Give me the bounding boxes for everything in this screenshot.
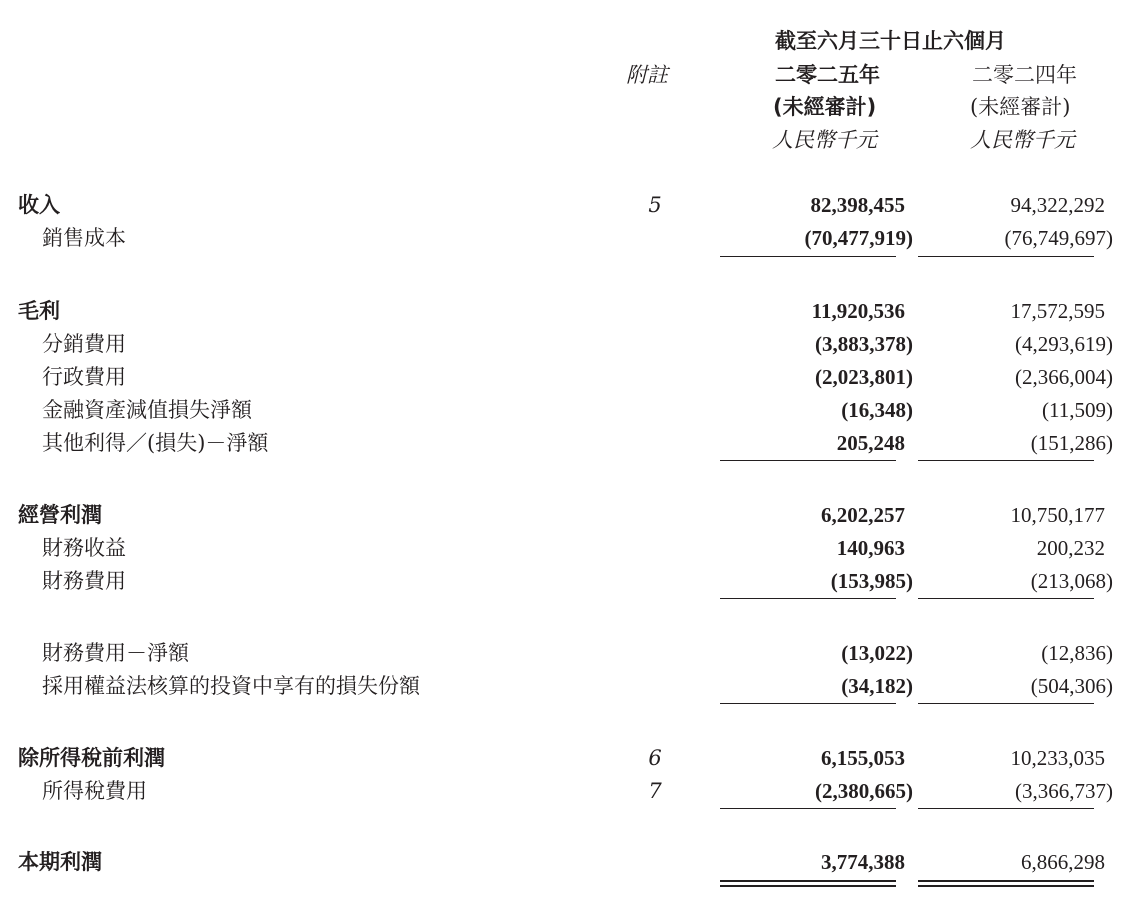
value-2024: (213,068) <box>1030 569 1113 593</box>
table-row <box>0 743 1122 777</box>
row-label: 採用權益法核算的投資中享有的損失份額 <box>42 674 420 698</box>
col-2024-year: 二零二四年 <box>972 63 1077 87</box>
row-note: 6 <box>648 746 662 770</box>
row-label: 金融資產減值損失淨額 <box>42 398 252 422</box>
table-row <box>0 223 1122 257</box>
subtotal-rule-2025 <box>720 703 896 704</box>
subtotal-rule-2025 <box>720 808 896 809</box>
row-label: 其他利得／(損失)－淨額 <box>42 431 269 455</box>
table-row <box>0 533 1122 567</box>
value-2025: 82,398,455 <box>810 193 905 217</box>
row-note: 5 <box>648 193 662 217</box>
row-label: 財務費用 <box>42 569 126 593</box>
row-note: 7 <box>648 779 662 803</box>
value-2025: (153,985) <box>830 569 913 593</box>
row-label: 本期利潤 <box>18 850 102 874</box>
subtotal-rule-2025 <box>720 256 896 257</box>
value-2025: 3,774,388 <box>821 850 905 874</box>
col-2025-year: 二零二五年 <box>775 63 880 87</box>
table-row <box>0 395 1122 429</box>
col-2024-audit: (未經審計) <box>970 95 1071 119</box>
col-2025-unit: 人民幣千元 <box>772 128 877 152</box>
total-double-rule-2025 <box>720 880 896 887</box>
subtotal-rule-2024 <box>918 460 1094 461</box>
value-2025: (34,182) <box>841 674 913 698</box>
table-row <box>0 190 1122 224</box>
col-2024-unit: 人民幣千元 <box>970 128 1075 152</box>
subtotal-rule-2024 <box>918 703 1094 704</box>
subtotal-rule-2024 <box>918 256 1094 257</box>
row-label: 財務費用－淨額 <box>42 641 189 665</box>
value-2024: 17,572,595 <box>1010 299 1105 323</box>
row-label: 分銷費用 <box>42 332 126 356</box>
row-label: 財務收益 <box>42 536 126 560</box>
value-2024: (2,366,004) <box>1015 365 1113 389</box>
row-label: 除所得稅前利潤 <box>18 746 165 770</box>
note-column-header: 附註 <box>626 63 668 87</box>
value-2024: 200,232 <box>1036 536 1105 560</box>
row-label: 所得稅費用 <box>42 779 147 803</box>
table-row <box>0 329 1122 363</box>
value-2024: 10,750,177 <box>1010 503 1105 527</box>
value-2025: 205,248 <box>836 431 905 455</box>
value-2025: (3,883,378) <box>815 332 913 356</box>
value-2025: 11,920,536 <box>811 299 905 323</box>
value-2025: (70,477,919) <box>804 226 913 250</box>
value-2025: (2,380,665) <box>815 779 913 803</box>
value-2024: 10,233,035 <box>1010 746 1105 770</box>
row-label: 行政費用 <box>42 365 126 389</box>
value-2025: (2,023,801) <box>815 365 913 389</box>
value-2024: 94,322,292 <box>1010 193 1105 217</box>
value-2024: (12,836) <box>1041 641 1113 665</box>
value-2024: 6,866,298 <box>1021 850 1105 874</box>
row-label: 銷售成本 <box>42 226 126 250</box>
table-row <box>0 296 1122 330</box>
col-2025-audit: (未經審計) <box>773 95 877 119</box>
table-row <box>0 638 1122 672</box>
value-2025: (16,348) <box>841 398 913 422</box>
period-header: 截至六月三十日止六個月 <box>775 29 1006 53</box>
table-row <box>0 362 1122 396</box>
value-2025: 6,202,257 <box>821 503 905 527</box>
value-2025: (13,022) <box>841 641 913 665</box>
row-label: 經營利潤 <box>18 503 102 527</box>
subtotal-rule-2024 <box>918 598 1094 599</box>
table-row <box>0 500 1122 534</box>
table-row <box>0 847 1122 881</box>
subtotal-rule-2025 <box>720 460 896 461</box>
row-label: 收入 <box>18 193 60 217</box>
value-2025: 140,963 <box>836 536 905 560</box>
table-row <box>0 671 1122 705</box>
subtotal-rule-2024 <box>918 808 1094 809</box>
subtotal-rule-2025 <box>720 598 896 599</box>
value-2024: (151,286) <box>1030 431 1113 455</box>
row-label: 毛利 <box>18 299 60 323</box>
value-2024: (4,293,619) <box>1015 332 1113 356</box>
value-2024: (504,306) <box>1030 674 1113 698</box>
table-row <box>0 776 1122 810</box>
value-2024: (3,366,737) <box>1015 779 1113 803</box>
value-2024: (11,509) <box>1042 398 1113 422</box>
table-row <box>0 428 1122 462</box>
value-2024: (76,749,697) <box>1004 226 1113 250</box>
total-double-rule-2024 <box>918 880 1094 887</box>
value-2025: 6,155,053 <box>821 746 905 770</box>
table-row <box>0 566 1122 600</box>
